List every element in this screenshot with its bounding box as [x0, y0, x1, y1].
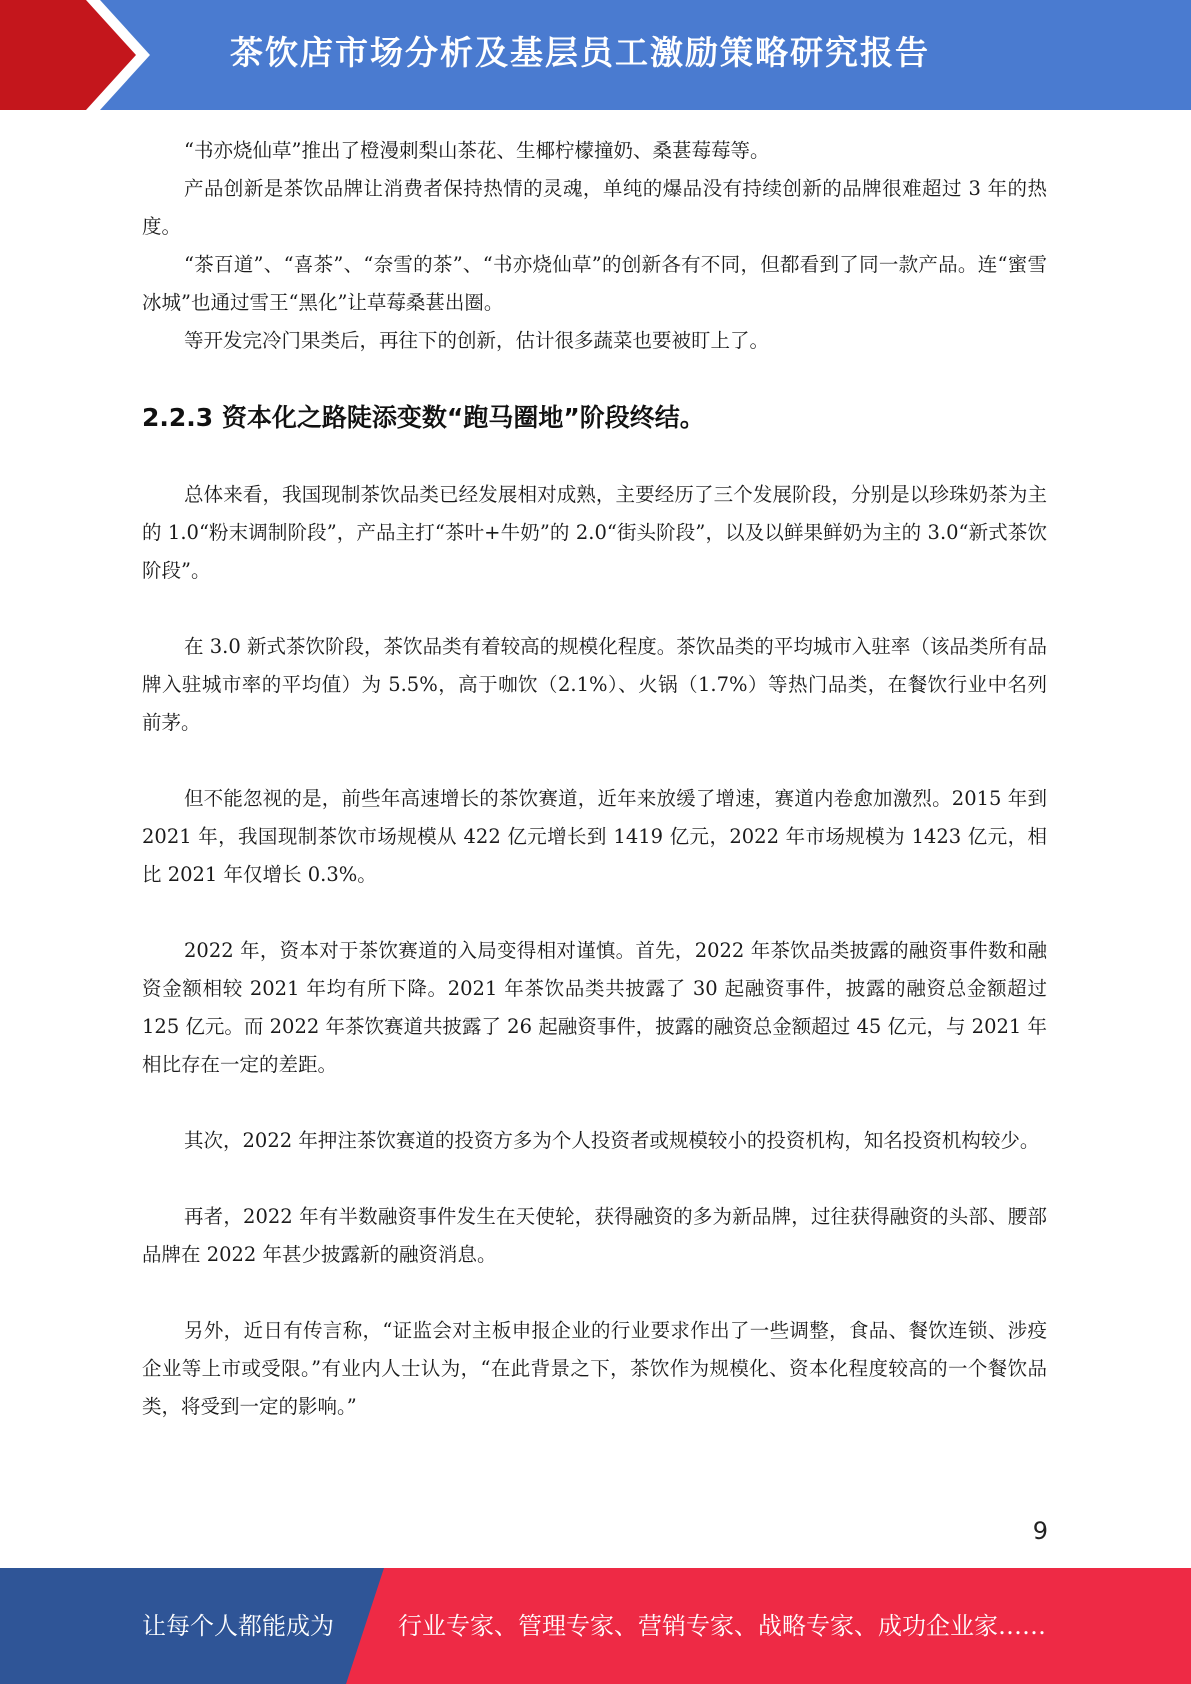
paragraph: 等开发完冷门果类后，再往下的创新，估计很多蔬菜也要被盯上了。	[184, 329, 770, 352]
page-number: 9	[1032, 1517, 1048, 1545]
paragraph: 总体来看，我国现制茶饮品类已经发展相对成熟，主要经历了三个发展阶段，分别是以珍珠奶茶为主的 1.0“粉末调制阶段”，产品主打“茶叶+牛奶”的 2.0“街头阶段”，以及以鲜果鲜奶为主的 3.0“新式茶饮阶段”。	[142, 483, 1047, 582]
paragraph: 但不能忽视的是，前些年高速增长的茶饮赛道，近年来放缓了增速，赛道内卷愈加激烈。2015 年到 2021 年，我国现制茶饮市场规模从 422 亿元增长到 1419 亿元，2022 年市场规模为 1423 亿元，相比 2021 年仅增长 0.3%。	[142, 787, 1047, 886]
paragraph: 其次，2022 年押注茶饮赛道的投资方多为个人投资者或规模较小的投资机构，知名投资机构较少。	[184, 1129, 1040, 1152]
paragraph: 2022 年，资本对于茶饮赛道的入局变得相对谨慎。首先，2022 年茶饮品类披露的融资事件数和融资金额相较 2021 年均有所下降。2021 年茶饮品类共披露了 30 起融资事件，披露的融资总金额超过 125 亿元。而 2022 年茶饮赛道共披露了 26 起融资事件，披露的融资总金额超过 45 亿元，与 2021 年相比存在一定的差距。	[142, 939, 1047, 1076]
footer-slogan-left: 让每个人都能成为	[142, 1612, 334, 1640]
paragraph: 在 3.0 新式茶饮阶段，茶饮品类有着较高的规模化程度。茶饮品类的平均城市入驻率（该品类所有品牌入驻城市率的平均值）为 5.5%，高于咖饮（2.1%）、火锅（1.7%）等热门品类，在餐饮行业中名列前茅。	[142, 635, 1047, 734]
header-arrow-decoration	[0, 0, 160, 110]
page-footer-banner	[0, 1568, 1191, 1684]
footer-slogan-right: 行业专家、管理专家、营销专家、战略专家、成功企业家……	[398, 1612, 1046, 1640]
document-body	[142, 132, 1047, 1426]
paragraph: “书亦烧仙草”推出了橙漫刺梨山茶花、生椰柠檬撞奶、桑葚莓莓等。	[184, 139, 770, 162]
section-heading: 2.2.3 资本化之路陡添变数“跑马圈地”阶段终结。	[142, 403, 705, 432]
paragraph: 再者，2022 年有半数融资事件发生在天使轮，获得融资的多为新品牌，过往获得融资的头部、腰部品牌在 2022 年甚少披露新的融资消息。	[142, 1205, 1047, 1266]
paragraph: “茶百道”、“喜茶”、“奈雪的茶”、“书亦烧仙草”的创新各有不同，但都看到了同一款产品。连“蜜雪冰城”也通过雪王“黑化”让草莓桑葚出圈。	[142, 253, 1047, 314]
header-arrow-red	[0, 0, 136, 110]
page-header-banner	[0, 0, 1191, 110]
paragraph: 另外，近日有传言称，“证监会对主板申报企业的行业要求作出了一些调整，食品、餐饮连锁、涉疫企业等上市或受限。”有业内人士认为，“在此背景之下，茶饮作为规模化、资本化程度较高的一个餐饮品类，将受到一定的影响。”	[142, 1319, 1047, 1418]
paragraph: 产品创新是茶饮品牌让消费者保持热情的灵魂，单纯的爆品没有持续创新的品牌很难超过 3 年的热度。	[142, 177, 1047, 238]
document-title: 茶饮店市场分析及基层员工激励策略研究报告	[230, 33, 930, 72]
